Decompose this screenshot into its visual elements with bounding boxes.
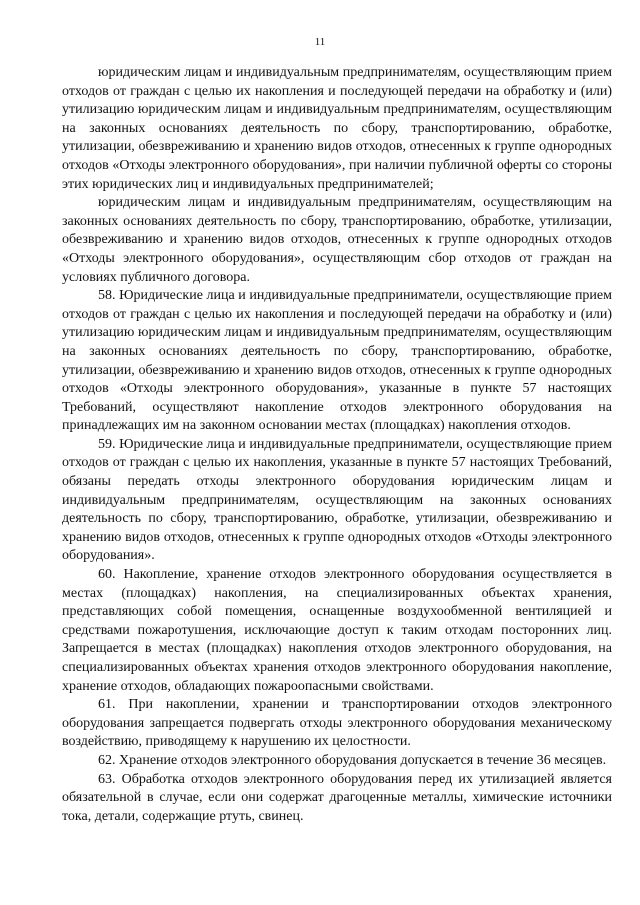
- paragraph-63: 63. Обработка отходов электронного оборудования перед их утилизацией является обязательной в случае, если они содержат драгоценные металлы, химические источники тока, детали, содержащие ртуть, свинец.: [62, 771, 612, 824]
- paragraph-61: 61. При накоплении, хранении и транспортировании отходов электронного оборудования запрещается подвергать отходы электронного оборудования механическому воздействию, приводящему к нарушению их целостности.: [62, 697, 612, 750]
- paragraph-62: 62. Хранение отходов электронного оборудования допускается в течение 36 месяцев.: [98, 752, 607, 768]
- paragraph-58: 58. Юридические лица и индивидуальные предприниматели, осуществляющие прием отходов от граждан с целью их накопления и последующей передачи на обработку и (или) утилизацию юридическим лицам и индивидуальным предпринимателям, осуществляющим на законных основаниях деятельность по сбору, транспортированию, обработке, утилизации, обезвреживанию и хранению видов отходов, отнесенных к группе однородных отходов «Отходы электронного оборудования», указанные в пункте 57 настоящих Требований, осуществляют накопление отходов электронного оборудования на принадлежащих им на законном основании местах (площадках) накопления отходов.: [62, 288, 612, 434]
- paragraph-60: 60. Накопление, хранение отходов электронного оборудования осуществляется в местах (площадках) накопления, на специализированных объектах хранения, представляющих собой помещения, оснащенные воздухообменной вентиляцией и средствами пожаротушения, исключающие доступ к таким отходам посторонних лиц. Запрещается в местах (площадках) накопления отходов электронного оборудования, на специализированных объектах хранения отходов электронного оборудования накопление, хранение отходов, обладающих пожароопасными свойствами.: [62, 567, 612, 694]
- paragraph-legal-entities-public-contract: юридическим лицам и индивидуальным предпринимателям, осуществляющим на законных основаниях деятельность по сбору, транспортированию, обработке, утилизации, обезвреживанию и хранению видов отходов, отнесенных к группе однородных отходов «Отходы электронного оборудования», осуществляющим сбор отходов от граждан на условиях публичного договора.: [62, 195, 612, 285]
- paragraph-legal-entities-public-offer: юридическим лицам и индивидуальным предпринимателям, осуществляющим прием отходов от граждан с целью их накопления и последующей передачи на обработку и (или) утилизацию юридическим лицам и индивидуальным предпринимателям, осуществляющим на законных основаниях деятельность по сбору, транспортированию, обработке, утилизации, обезвреживанию и хранению видов отходов, отнесенных к группе однородных отходов «Отходы электронного оборудования», при наличии публичной оферты со стороны этих юридических лиц и индивидуальных предпринимателей;: [62, 65, 612, 192]
- paragraph-59: 59. Юридические лица и индивидуальные предприниматели, осуществляющие прием отходов от граждан с целью их накопления, указанные в пункте 57 настоящих Требований, обязаны передать отходы электронного оборудования юридическим лицам и индивидуальным предпринимателям, осуществляющим на законных основаниях деятельность по сбору, транспортированию, обработке, утилизации, обезвреживанию и хранению видов отходов, отнесенных к группе однородных отходов «Отходы электронного оборудования».: [62, 436, 612, 564]
- document-body: [62, 64, 612, 826]
- page-number: 11: [314, 36, 326, 48]
